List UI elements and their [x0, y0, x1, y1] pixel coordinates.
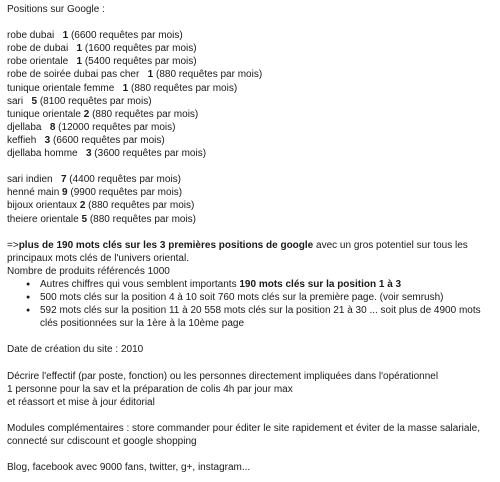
modules-paragraph: Modules complémentaires : store commander pour éditer le site rapidement et éviter de la masse salariale, connecté sur cdiscount et google shopping: [7, 423, 480, 448]
keyword: henné main: [7, 187, 60, 199]
volume: (6600 requêtes par mois): [70, 30, 183, 42]
keyword-row: [7, 199, 494, 212]
rank: 3: [85, 148, 92, 160]
keyword-row: [7, 121, 494, 134]
keyword: djellaba: [7, 121, 42, 133]
rank: 7: [60, 174, 67, 186]
keyword: robe orientale: [7, 56, 69, 68]
volume: (12000 requêtes par mois): [58, 121, 176, 133]
keyword: robe dubai: [7, 30, 55, 42]
rank: 2: [83, 108, 90, 120]
rank: 5: [31, 95, 38, 107]
bullet-item: ● 592 mots clés sur la position 11 à 20 558 mots clés sur la position 21 à 30 ... soit plus de 4900 mots clés positionnées sur la 1ère à la 10ème page: [40, 304, 494, 330]
volume: (880 requêtes par mois): [156, 69, 263, 81]
rank: 1: [76, 43, 83, 55]
keyword-list-2: [7, 173, 494, 225]
keyword: tunique orientale: [7, 108, 81, 120]
bullet-list: [7, 278, 494, 330]
keyword-row: [7, 42, 494, 55]
bullet-item: ● 500 mots clés sur la position 4 à 10 soit 760 mots clés sur la première page. (voir semrush): [40, 291, 494, 304]
staff-section: [7, 370, 494, 409]
creation-date: Date de création du site : 2010: [7, 344, 144, 356]
volume: (880 requêtes par mois): [92, 108, 199, 120]
keyword-row: [7, 186, 494, 199]
keyword-row: [7, 134, 494, 147]
summary-highlight: plus de 190 mots clés sur les 3 premières positions de google: [18, 239, 314, 251]
summary-paragraph: =>plus de 190 mots clés sur les 3 premières positions de google avec un gros potentiel sur tous les principaux mots clés de l'univers oriental.: [7, 239, 468, 264]
rank: 8: [49, 121, 56, 133]
staff-line: Décrire l'effectif (par poste, fonction) ou les personnes directement impliquées dans l'opérationnel: [7, 370, 439, 382]
keyword-row: [7, 68, 494, 81]
keyword-row: [7, 213, 494, 226]
volume: (8100 requêtes par mois): [39, 95, 152, 107]
volume: (9900 requêtes par mois): [70, 187, 183, 199]
keyword: tunique orientale femme: [7, 82, 115, 94]
keyword-row: [7, 108, 494, 121]
keyword: sari: [7, 95, 24, 107]
keyword: djellaba homme: [7, 148, 78, 160]
volume: (880 requêtes par mois): [88, 200, 195, 212]
volume: (3600 requêtes par mois): [94, 148, 207, 160]
keyword: keffieh: [7, 134, 37, 146]
volume: (5400 requêtes par mois): [84, 56, 197, 68]
keyword: theiere orientale: [7, 213, 79, 225]
keyword-row: [7, 147, 494, 160]
keyword: bijoux orientaux: [7, 200, 78, 212]
rank: 3: [44, 134, 51, 146]
volume: (880 requêtes par mois): [89, 213, 197, 225]
bullet-item: ● Autres chiffres qui vous semblent importants 190 mots clés sur la position 1 à 3: [40, 278, 494, 291]
rank: 1: [62, 30, 69, 42]
rank: 1: [147, 69, 154, 81]
keyword-list-1: [7, 29, 494, 160]
keyword-row: [7, 82, 494, 95]
keyword: robe de dubai: [7, 43, 69, 55]
staff-line: 1 personne pour la sav et la préparation de colis 4h par jour max: [7, 383, 293, 395]
heading: Positions sur Google :: [7, 4, 105, 15]
social-line: Blog, facebook avec 9000 fans, twitter, g+, instagram...: [7, 462, 251, 474]
keyword: sari indien: [7, 174, 53, 186]
keyword-row: [7, 173, 494, 186]
volume: (4400 requêtes par mois): [69, 174, 182, 186]
volume: (6600 requêtes par mois): [52, 134, 165, 146]
staff-line: et réassort et mise à jour éditorial: [7, 396, 155, 408]
keyword-row: [7, 55, 494, 68]
products-count: Nombre de produits référencés 1000: [7, 265, 170, 277]
rank: 5: [81, 213, 88, 225]
rank: 1: [76, 56, 83, 68]
rank: 9: [62, 187, 68, 199]
keyword-row: [7, 29, 494, 42]
volume: (880 requêtes par mois): [130, 82, 238, 94]
rank: 1: [122, 82, 129, 94]
volume: (1600 requêtes par mois): [84, 43, 197, 55]
rank: 2: [79, 200, 86, 212]
keyword-row: [7, 95, 494, 108]
keyword: robe de soirée dubai pas cher: [7, 69, 140, 81]
